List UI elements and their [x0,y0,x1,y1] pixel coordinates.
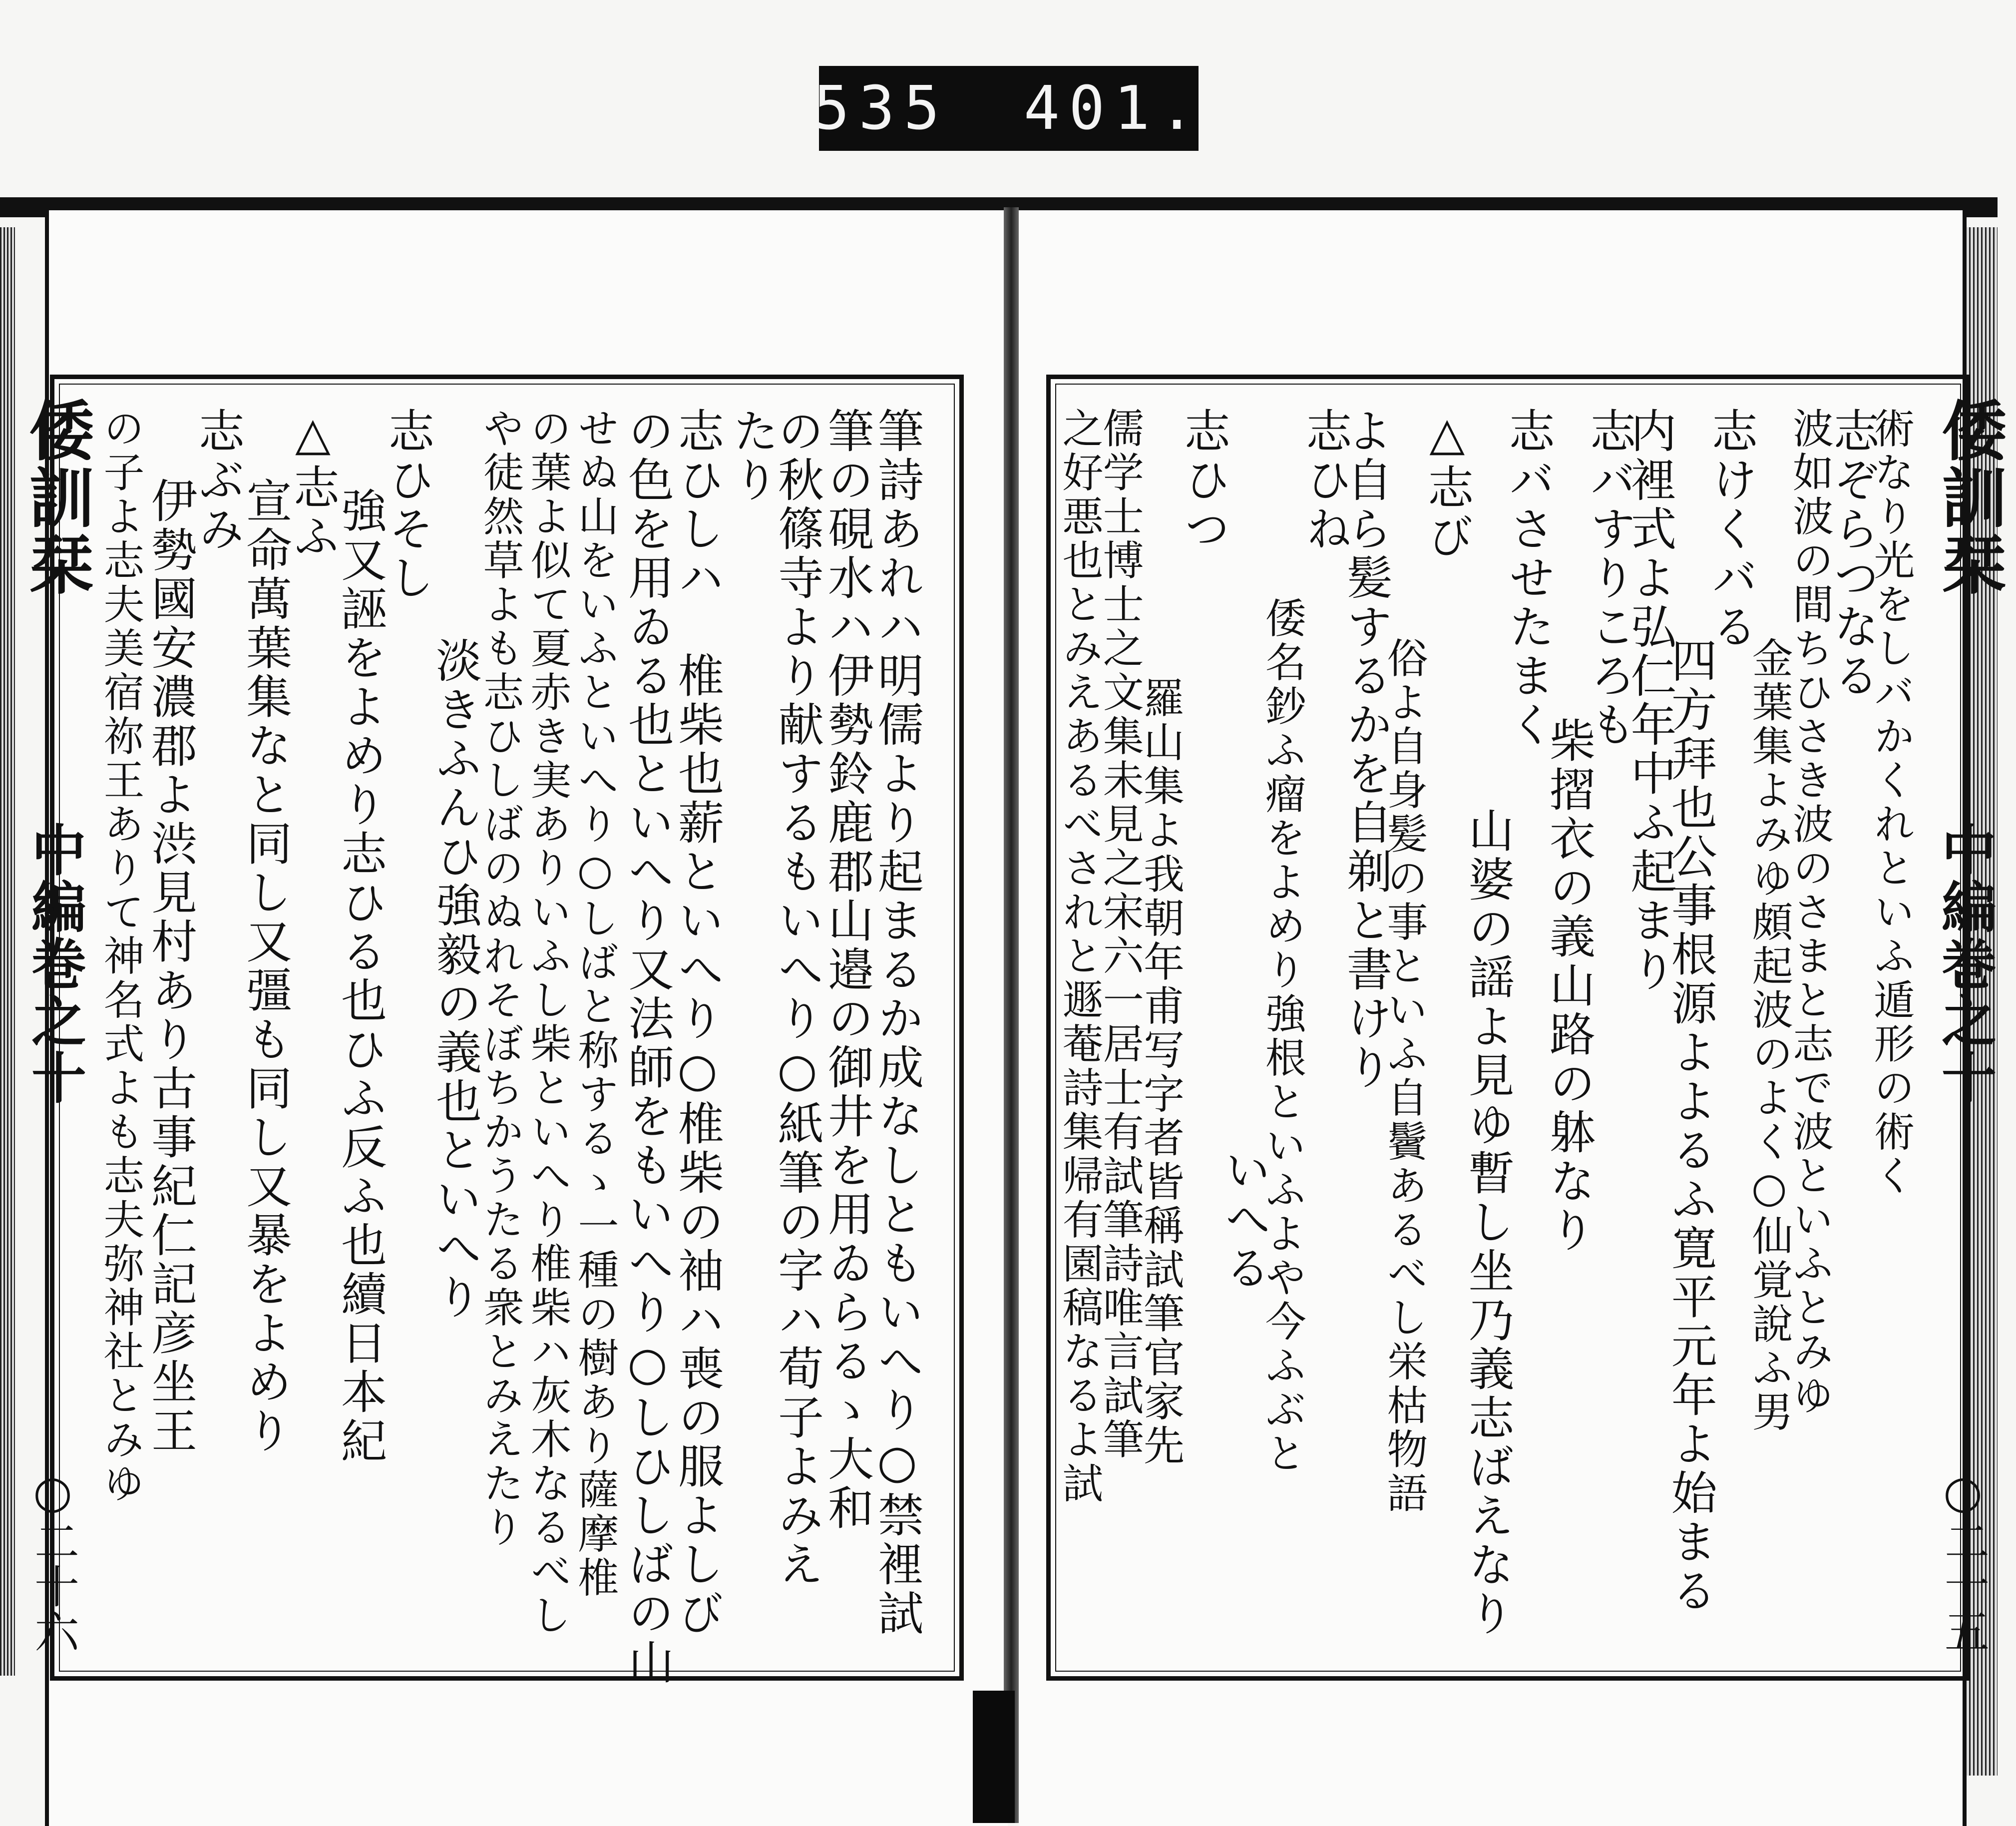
reel-number-left: 535 [813,73,949,143]
text-column: 波如波の間ちひさき波のさまと志で波といふとみゆ [1786,407,1834,1418]
text-column: 倭名鈔ふ瘤をよめり強根といふよや今ふぶと [1258,597,1306,1476]
left-folio: ○二十六 [26,1466,79,1653]
text-column: 伊勢國安濃郡よ渋見村あり古事紀仁記彦坐王 [144,477,197,1456]
text-column: の葉よ似て夏赤き実ありいふし柴といへり椎柴ハ灰木なるべし [524,407,571,1638]
text-column: 之好悪也とみえあるべされと遯菴詩集帰有園稿なるよ試 [1056,407,1103,1506]
text-column: 志ひそし [381,407,434,603]
text-column: 筆の硯水ハ伊勢鈴鹿郡山邉の御井を用ゐらるゝ大和 [820,407,874,1533]
text-column: 術なり光をしバかくれといふ遁形の術く [1867,407,1915,1198]
text-column: の秋篠寺より献するもいへり○紙筆の字ハ荀子よみえ [771,407,824,1589]
text-column: 儒学士博士之文集未見之宋六一居士有試筆詩唯言試筆 [1096,407,1144,1462]
text-column: 宣命萬葉集なと同し又彊も同し又暴をよめり [239,477,292,1456]
text-column: 志ぞらつなる [1826,407,1880,701]
text-column: 志ひしハ 椎柴也薪といへり○椎柴の袖ハ喪の服よしび [671,407,724,1638]
text-column: たり [726,407,779,505]
text-column: 内裡式よ弘仁年中ふ起まり [1623,407,1677,994]
text-column: 志バすりころも [1583,407,1636,750]
text-column: 俗よ自身髪の事といふ自鬢あるべし栄枯物語 [1380,637,1428,1516]
text-column: 淡きふんひ強毅の義也といへり [428,637,482,1322]
open-book [0,197,2008,1823]
text-column: △志ふ [286,407,340,561]
text-column: 志ひね [1298,407,1352,554]
text-column: 金葉集よみゆ頗起波のよく○仙覚說ふ男 [1745,637,1793,1434]
gutter-shadow-block [973,1691,1015,1823]
right-margin-title: 倭訓栞 [1931,397,2008,598]
text-column: 志バさせたまく [1501,407,1555,750]
text-column: 志ひつ [1177,407,1230,554]
book-gutter [1004,207,1019,1823]
text-column: 山婆の謡よ見ゆ暫し坐乃義志ばえなり [1461,807,1515,1639]
right-folio: ○二十五 [1937,1466,1989,1653]
left-margin-section: 中編巻之十 [22,822,87,1106]
text-column: 羅山集よ我朝年甫写字者皆稱試筆官家先 [1137,677,1185,1468]
text-column: いへる [1217,1146,1271,1293]
text-column: や徒然草よも志ひしばのぬれそぼちかうたる衆とみえたり [476,407,524,1550]
text-column: 柴摺衣の義山路の躰なり [1542,717,1596,1255]
microfilm-frame-number [813,66,1204,151]
text-column: △志び [1420,407,1474,561]
text-column: の子よ志夫美宿祢王ありて神名式よも志夫弥神社とみゆ [97,407,144,1506]
right-margin-section: 中編巻之十 [1933,822,1997,1106]
text-column: 四方拜也公事根源よよるふ寛平元年よ始まる [1663,637,1717,1616]
left-margin-title: 倭訓栞 [18,397,95,598]
reel-number-right: 401. [1023,73,1204,143]
text-column: 志ぶみ [191,407,245,554]
text-column: 強又誣をよめり志ひる也ひふ反ふ也續日本紀 [334,487,387,1466]
text-column: せぬ山をいふといへり○しばと称するゝ一種の樹あり薩摩椎 [571,407,619,1600]
text-column: よ自ら髪するかを自剃と書けり [1339,407,1393,1092]
text-column: 志けくバる [1704,407,1758,652]
text-column: の色を用ゐる也といへり又法師をもいへり○しひしばの山 [621,407,674,1687]
text-column: 筆詩あれハ明儒より起まるか成なしともいへり○禁裡試 [870,407,924,1638]
